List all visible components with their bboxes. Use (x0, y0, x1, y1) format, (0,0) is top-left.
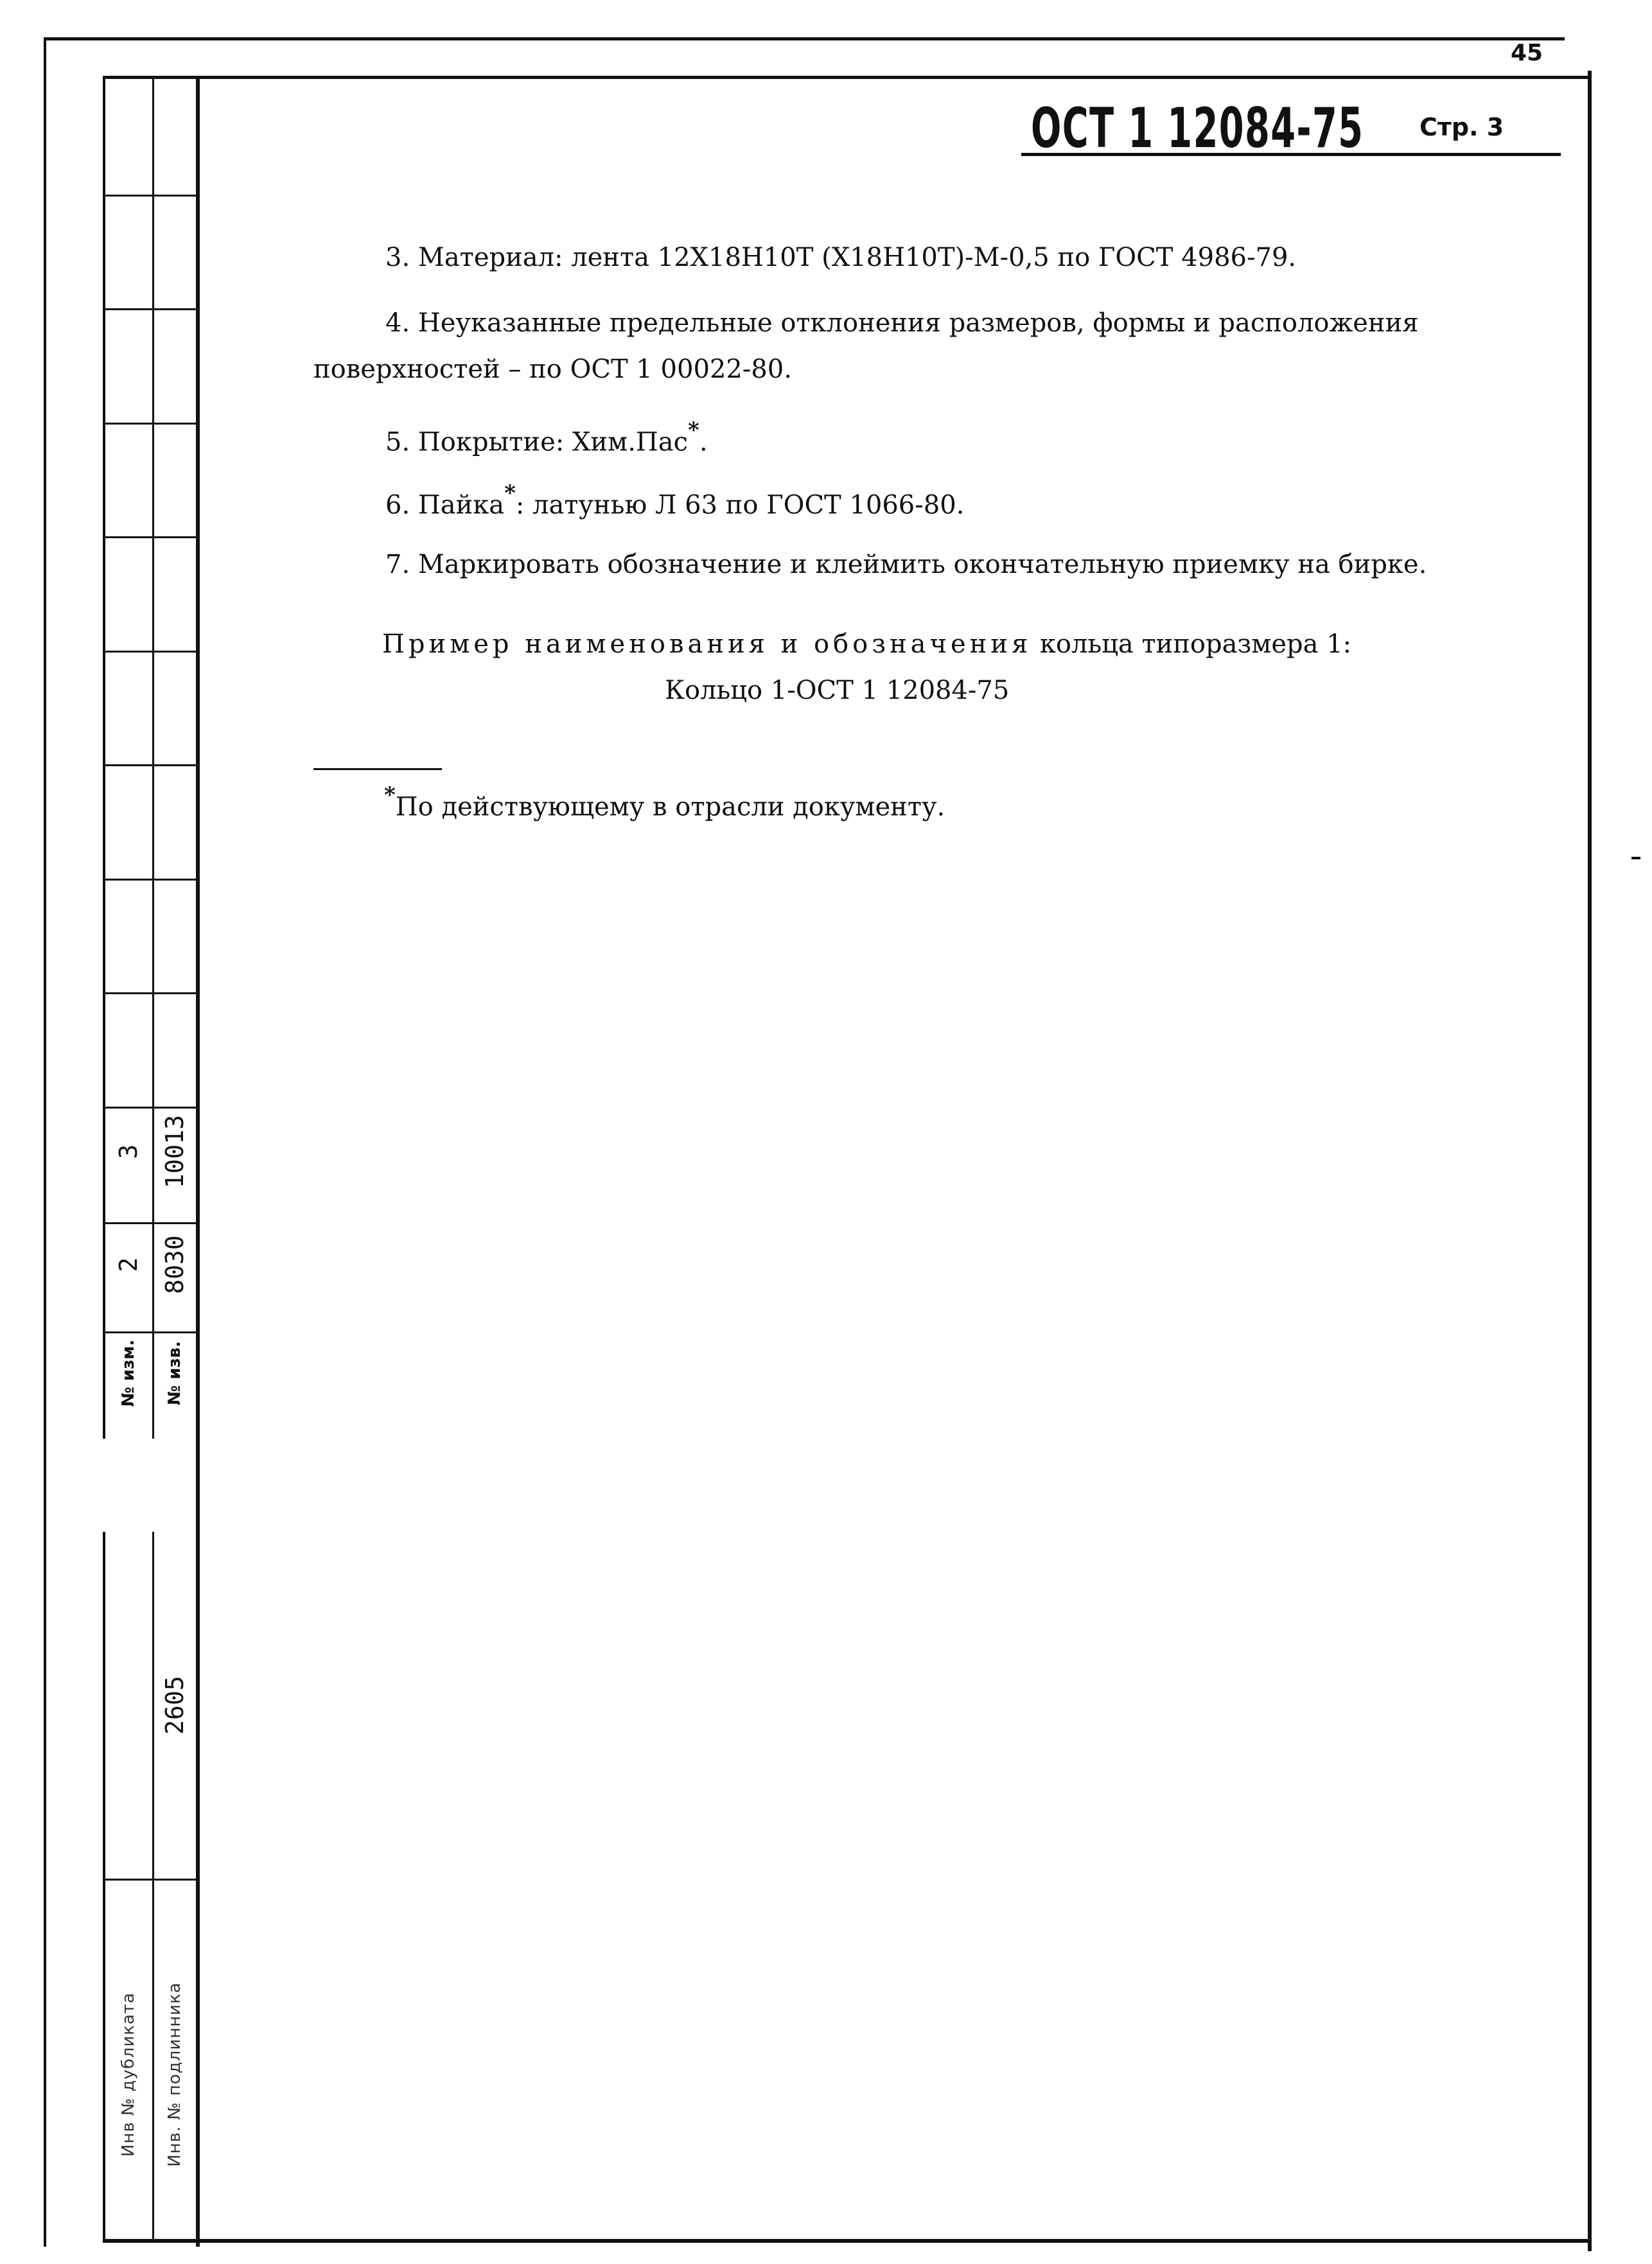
izm-label: № изм. (119, 1339, 138, 1407)
asterisk-mark: * (384, 782, 396, 808)
example-designation: Кольцо 1-ОСТ 1 12084-75 (665, 676, 1010, 705)
footnote: *По действующему в отрасли документу. (384, 782, 945, 822)
izv-label: № изв. (165, 1341, 184, 1405)
original-inventory-number: 2605 (161, 1676, 189, 1735)
inventory-strip (103, 1532, 198, 2239)
item-5-coating: 5. Покрытие: Хим.Пас*. (385, 417, 708, 457)
change-izm-2: 2 (114, 1257, 143, 1272)
change-record-strip (103, 76, 198, 1439)
original-inventory-label: Инв. № подлинника (165, 1982, 184, 2167)
asterisk-mark: * (504, 480, 516, 506)
sheet-top-border (44, 37, 1565, 40)
item-3-material: 3. Материал: лента 12Х18Н10Т (Х18Н10Т)-М-0,5 по ГОСТ 4986-79. (385, 243, 1297, 272)
sheet-label: Стр. 3 (1419, 113, 1504, 141)
document-code: ОСТ 1 12084-75 (1031, 96, 1364, 161)
header-rule (1021, 153, 1561, 156)
sheet-left-border (44, 37, 46, 2247)
frame-top-border (103, 76, 1592, 79)
asterisk-mark: * (688, 417, 699, 443)
footnote-rule (313, 768, 442, 770)
frame-bottom-border (103, 2239, 1592, 2243)
frame-right-border (1588, 71, 1592, 2251)
item-6-soldering: 6. Пайка*: латунью Л 63 по ГОСТ 1066-80. (385, 480, 965, 520)
margin-tick-mark (1631, 857, 1640, 859)
item-4-line-1: 4. Неуказанные предельные отклонения размеров, формы и расположения (385, 308, 1419, 338)
change-izv-10013: 10013 (161, 1114, 189, 1189)
page-number: 45 (1511, 40, 1543, 66)
change-izm-3: 3 (114, 1144, 143, 1159)
change-izv-8030: 8030 (161, 1235, 189, 1294)
item-4-line-2: поверхностей – по ОСТ 1 00022-80. (313, 355, 792, 384)
example-heading: Пример наименования и обозначения кольца типоразмера 1: (382, 629, 1352, 659)
item-7-marking: 7. Маркировать обозначение и клеймить окончательную приемку на бирке. (385, 550, 1427, 579)
duplicate-inventory-label: Инв № дубликата (119, 1992, 138, 2157)
